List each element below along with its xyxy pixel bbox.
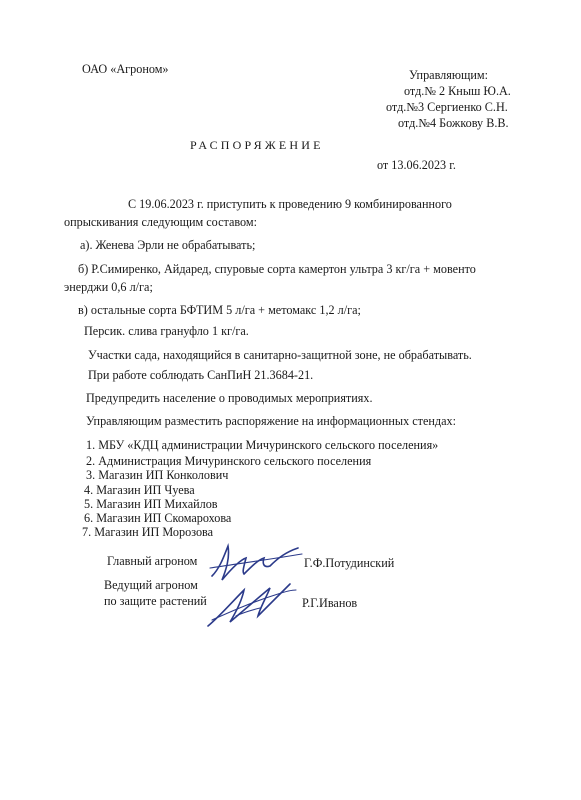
recipient-dept-3: отд.№3 Сергиенко С.Н. xyxy=(386,100,508,114)
lead-agronomist-name: Р.Г.Иванов xyxy=(302,596,358,610)
intro-line-1: С 19.06.2023 г. приступить к проведению 9 комбинированного xyxy=(128,197,452,211)
post-instruction-line: Управляющим разместить распоряжение на информационных стендах: xyxy=(86,414,457,428)
chief-agronomist-title: Главный агроном xyxy=(107,554,198,568)
recipient-dept-4: отд.№4 Божкову В.В. xyxy=(398,116,509,130)
stand-item-3: 3. Магазин ИП Конколович xyxy=(86,468,229,482)
document-date: от 13.06.2023 г. xyxy=(377,158,456,172)
peach-plum-line: Персик. слива грануфло 1 кг/га. xyxy=(84,324,249,338)
item-b-line-2: энерджи 0,6 л/га; xyxy=(64,280,153,294)
item-a: а). Женева Эрли не обрабатывать; xyxy=(80,238,256,252)
recipient-dept-2: отд.№ 2 Кныш Ю.А. xyxy=(404,84,511,98)
chief-agronomist-name: Г.Ф.Потудинский xyxy=(304,556,395,570)
sanitary-zone-line: Участки сада, находящийся в санитарно-защитной зоне, не обрабатывать. xyxy=(88,348,472,362)
document-title: РАСПОРЯЖЕНИЕ xyxy=(190,138,324,152)
stand-item-4: 4. Магазин ИП Чуева xyxy=(84,483,195,497)
stand-item-1: 1. МБУ «КДЦ администрации Мичуринского сельского поселения» xyxy=(86,438,439,452)
lead-signature xyxy=(200,576,300,632)
stand-item-7: 7. Магазин ИП Морозова xyxy=(82,525,214,539)
sanpin-line: При работе соблюдать СанПиН 21.3684-21. xyxy=(88,368,314,382)
stand-item-5: 5. Магазин ИП Михайлов xyxy=(84,497,218,511)
organization-name: ОАО «Агроном» xyxy=(82,62,169,76)
lead-agronomist-title-1: Ведущий агроном xyxy=(104,578,198,592)
warn-population-line: Предупредить население о проводимых мероприятиях. xyxy=(86,391,373,405)
recipients-title: Управляющим: xyxy=(409,68,488,82)
item-c: в) остальные сорта БФТИМ 5 л/га + метомакс 1,2 л/га; xyxy=(78,303,361,317)
intro-line-2: опрыскивания следующим составом: xyxy=(64,215,257,229)
stand-item-6: 6. Магазин ИП Скомарохова xyxy=(84,511,232,525)
stand-item-2: 2. Администрация Мичуринского сельского поселения xyxy=(86,454,372,468)
lead-agronomist-title-2: по защите растений xyxy=(104,594,207,608)
item-b-line-1: б) Р.Симиренко, Айдаред, спуровые сорта камертон ультра 3 кг/га + мовенто xyxy=(78,262,476,276)
